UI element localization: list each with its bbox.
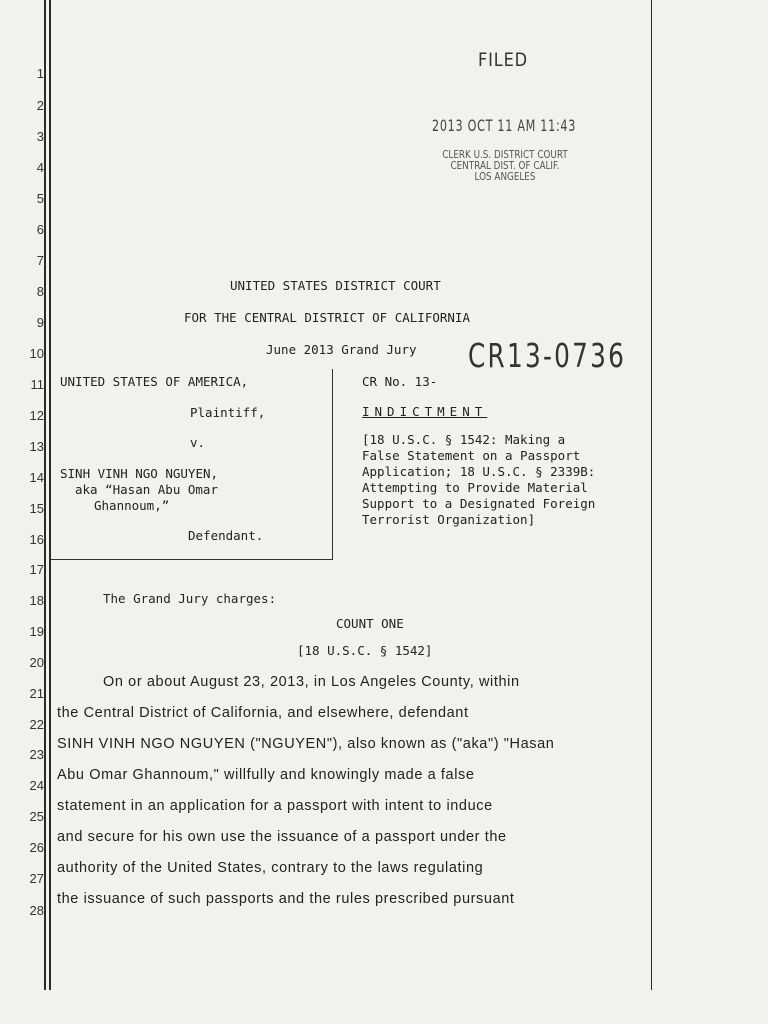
line-number: 6 [36,222,44,237]
charges-summary [362,432,595,528]
paragraph-line: Abu Omar Ghannoum," willfully and knowingly made a false [57,767,475,783]
paragraph-line: statement in an application for a passport with intent to induce [57,798,493,814]
paragraph-line: SINH VINH NGO NGUYEN ("NGUYEN"), also known as ("aka") "Hasan [57,736,555,752]
document-type: INDICTMENT [362,404,488,419]
line-number: 9 [36,315,44,330]
line-number: 15 [29,501,44,516]
versus: v. [190,435,206,450]
line-number: 19 [29,624,44,639]
court-name: UNITED STATES DISTRICT COURT [230,278,441,293]
line-number: 18 [29,593,44,608]
clerk-stamp-line: CLERK U.S. DISTRICT COURT [442,148,568,161]
line-number: 28 [29,903,44,918]
line-number: 16 [29,532,44,547]
line-number: 14 [29,470,44,485]
line-number: 2 [36,98,44,113]
line-number: 26 [29,840,44,855]
plaintiff-role: Plaintiff, [190,405,266,420]
line-number: 4 [36,160,44,175]
line-number: 1 [36,66,44,81]
line-number: 5 [36,191,44,206]
line-number: 20 [29,655,44,670]
defendant-name: SINH VINH NGO NGUYEN, [60,466,219,481]
line-number: 27 [29,871,44,886]
defendant-alias: aka “Hasan Abu Omar [75,482,218,497]
line-number: 3 [36,129,44,144]
count-statute: [18 U.S.C. § 1542] [297,643,433,658]
line-number: 22 [29,717,44,732]
line-number: 10 [29,346,44,361]
grand-jury-charges: The Grand Jury charges: [103,591,277,606]
defendant-alias-cont: Ghannoum,” [94,498,170,513]
line-number: 23 [29,747,44,762]
clerk-stamp-line: CENTRAL DIST. OF CALIF. [450,159,560,172]
clerk-stamp [415,149,595,182]
line-number: 21 [29,686,44,701]
handwritten-case-number: CR13-0736 [468,336,627,375]
charges-line: [18 U.S.C. § 1542: Making a [362,432,566,447]
charges-line: Attempting to Provide Material [362,480,588,495]
charges-line: Terrorist Organization] [362,512,536,527]
clerk-stamp-line: LOS ANGELES [474,170,536,183]
line-number: 7 [36,253,44,268]
line-number: 24 [29,778,44,793]
charges-line: Support to a Designated Foreign [362,496,596,511]
charges-line: False Statement on a Passport [362,448,581,463]
left-margin-rule-outer [44,0,46,990]
count-title: COUNT ONE [336,616,404,631]
charges-line: Application; 18 U.S.C. § 2339B: [362,464,596,479]
paragraph-line: the Central District of California, and elsewhere, defendant [57,705,469,721]
paragraph-line: and secure for his own use the issuance of a passport under the [57,829,507,845]
plaintiff-name: UNITED STATES OF AMERICA, [60,374,249,389]
cr-number: CR No. 13- [362,374,438,389]
grand-jury-session: June 2013 Grand Jury [266,342,417,357]
filed-date-stamp: 2013 OCT 11 AM 11:43 [432,116,577,135]
line-number: 25 [29,809,44,824]
line-number: 8 [36,284,44,299]
line-number: 11 [30,377,44,392]
line-number: 12 [29,408,44,423]
paragraph-line: the issuance of such passports and the rules prescribed pursuant [57,891,515,907]
district-name: FOR THE CENTRAL DISTRICT OF CALIFORNIA [184,310,470,325]
paragraph-line: authority of the United States, contrary to the laws regulating [57,860,484,876]
line-number: 13 [29,439,44,454]
filed-stamp: FILED [478,49,528,71]
line-number: 17 [29,562,44,577]
paragraph-line: On or about August 23, 2013, in Los Angeles County, within [103,674,520,690]
defendant-role: Defendant. [188,528,264,543]
right-margin-rule [651,0,652,990]
